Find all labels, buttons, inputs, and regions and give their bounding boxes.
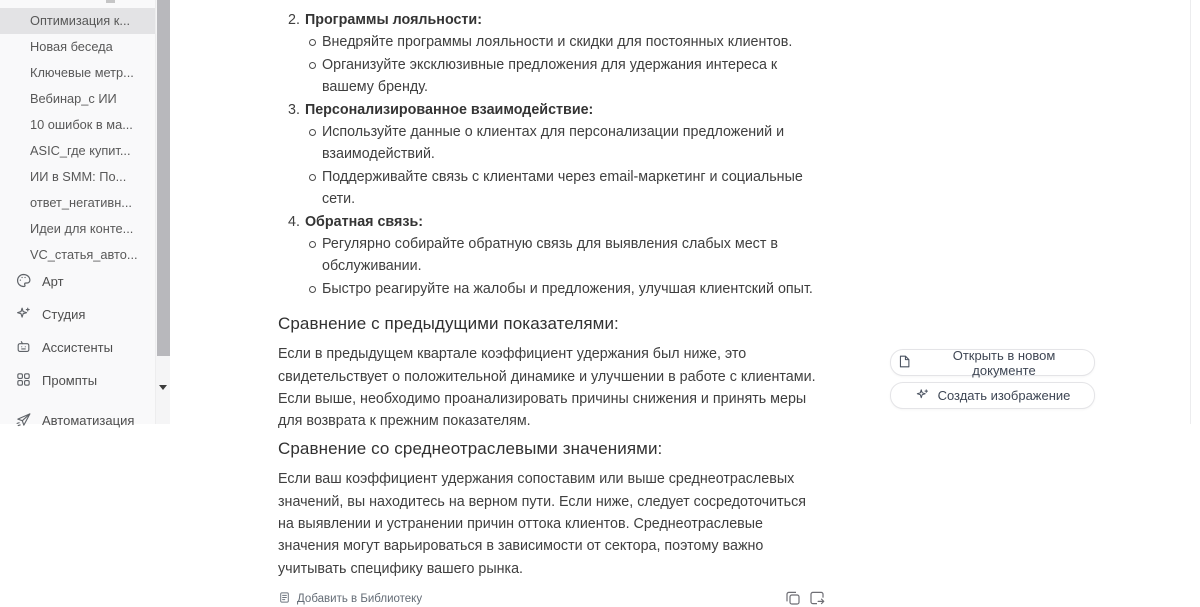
chat-item[interactable]: Вебинар_с ИИ (30, 91, 117, 106)
chat-item[interactable]: ответ_негативн... (30, 195, 132, 210)
bullet-item: Используйте данные о клиентах для персонализации предложений и взаимодействий. (322, 121, 826, 166)
sidebar-scrollbar[interactable] (155, 0, 170, 424)
section-heading: Сравнение со среднеотраслевыми значениями: (278, 439, 663, 459)
sidebar (0, 0, 170, 428)
sidebar-item-studio[interactable] (0, 301, 156, 328)
sub-bullet-list (278, 233, 826, 300)
sidebar-item-label: Автоматизация (42, 413, 135, 428)
sidebar-item-label: Арт (42, 274, 64, 289)
bullet-item: Внедряйте программы лояльности и скидки для постоянных клиентов. (322, 31, 826, 53)
button-label: Создать изображение (937, 388, 1071, 403)
sidebar-item-assistants[interactable] (0, 334, 156, 361)
sidebar-item-label: Студия (42, 307, 86, 322)
list-item-title: 2. Программы лояльности: (288, 12, 482, 28)
copy-icon[interactable] (784, 589, 802, 607)
grid-icon (15, 371, 32, 391)
sidebar-item-prompts[interactable] (0, 367, 156, 394)
chat-item[interactable]: VC_статья_авто... (30, 247, 138, 262)
list-number: 4. (288, 213, 300, 230)
bullet-item: Регулярно собирайте обратную связь для выявления слабых мест в обслуживании. (322, 233, 826, 278)
bullet-item: Организуйте эксклюзивные предложения для удержания интереса к вашему бренду. (322, 54, 826, 99)
message-action-icons (784, 589, 826, 607)
chat-item[interactable]: 10 ошибок в ма... (30, 117, 133, 132)
truncated-chat-title-fragment (106, 0, 115, 3)
sidebar-item-automation[interactable] (0, 407, 156, 434)
chat-item[interactable]: Идеи для конте... (30, 221, 134, 236)
create-image-button[interactable] (890, 382, 1095, 409)
scroll-down-arrow-icon[interactable] (159, 385, 167, 390)
sub-bullet-list (278, 121, 826, 211)
sub-bullet-list (278, 31, 826, 98)
numbered-list (278, 9, 826, 300)
section-heading: Сравнение с предыдущими показателями: (278, 314, 619, 334)
add-to-library-button[interactable] (278, 591, 422, 607)
paper-plane-icon (15, 411, 32, 431)
robot-icon (15, 338, 32, 358)
open-in-new-document-button[interactable] (890, 349, 1095, 376)
palette-icon (15, 272, 32, 292)
chat-item[interactable]: Ключевые метр... (30, 65, 134, 80)
list-item-title: 4. Обратная связь: (288, 213, 424, 230)
chat-item[interactable]: ASIC_где купит... (30, 143, 131, 158)
side-action-buttons (890, 349, 1095, 409)
chat-item-selected[interactable]: Оптимизация к... (0, 8, 156, 34)
sidebar-item-label: Ассистенты (42, 340, 113, 355)
section-paragraph: Если ваш коэффициент удержания сопоставим или выше среднеотраслевых значений, вы находитесь на верном пути. Если ниже, следует сосредоточиться на выявлении и устранении причин оттока клиентов. Среднеотраслевые значения могут варьироваться в зависимости от сектора, поэтому важно учитывать специфику вашего рынка. (278, 471, 806, 577)
button-label: Открыть в новом документе (952, 347, 1056, 378)
list-item-title: 3. Персонализированное взаимодействие: (288, 101, 594, 118)
chat-main-area (170, 0, 1200, 605)
list-number: 2. (288, 12, 300, 28)
bullet-item: Быстро реагируйте на жалобы и предложения, улучшая клиентский опыт. (322, 278, 826, 300)
sparkles-icon (15, 305, 32, 325)
sidebar-nav (0, 268, 156, 434)
list-number: 3. (288, 101, 300, 118)
bullet-item: Поддерживайте связь с клиентами через email-маркетинг и социальные сети. (322, 166, 826, 211)
main-scrollbar-track[interactable] (1190, 0, 1191, 424)
chat-history-list (0, 8, 156, 268)
section-paragraph: Если в предыдущем квартале коэффициент удержания был ниже, это свидетельствует о положительной динамике и улучшении в работе с клиентами. Если выше, необходимо проанализировать причины снижения и принять меры для возврата к прежним показателям. (278, 346, 816, 430)
sparkles-icon (915, 387, 930, 405)
sidebar-item-label: Промпты (42, 373, 98, 388)
document-icon (897, 354, 912, 372)
message-footer (278, 589, 826, 607)
add-to-library-label: Добавить в Библиотеку (297, 592, 423, 605)
chat-item[interactable]: Новая беседа (30, 39, 113, 54)
assistant-message (278, 0, 826, 607)
chat-item[interactable]: ИИ в SMM: По... (30, 169, 127, 184)
export-document-icon[interactable] (808, 589, 826, 607)
sidebar-item-art[interactable] (0, 268, 156, 295)
sidebar-scrollbar-thumb[interactable] (157, 0, 170, 356)
library-page-icon (278, 591, 291, 607)
